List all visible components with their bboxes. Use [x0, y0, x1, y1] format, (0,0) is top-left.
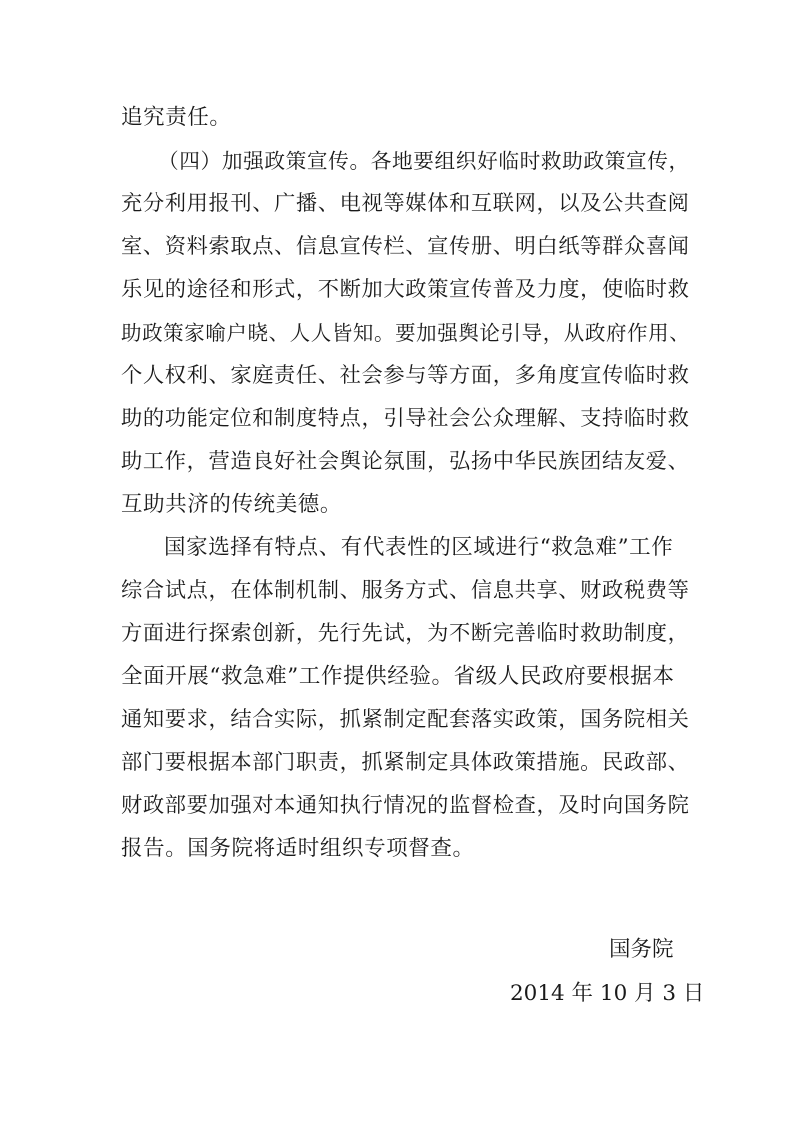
paragraph-line: 室、资料索取点、信息宣传栏、宣传册、明白纸等群众喜闻 — [121, 234, 690, 259]
signature-date: 2014 年 10 月 3 日 — [510, 981, 705, 1006]
paragraph-line: 乐见的途径和形式，不断加大政策宣传普及力度，使临时救 — [121, 277, 690, 302]
paragraph-line: 助工作，营造良好社会舆论氛围，弘扬中华民族团结友爱、 — [121, 449, 690, 474]
paragraph-line: 助的功能定位和制度特点，引导社会公众理解、支持临时救 — [121, 406, 690, 431]
paragraph-line: 助政策家喻户晓、人人皆知。要加强舆论引导，从政府作用、 — [121, 321, 691, 345]
paragraph-line: 互助共济的传统美德。 — [121, 492, 343, 517]
paragraph-line: 全面开展“救急难”工作提供经验。省级人民政府要根据本 — [121, 664, 675, 689]
paragraph-line: 部门要根据本部门职责，抓紧制定具体政策措施。民政部、 — [121, 750, 690, 775]
signature-issuer: 国务院 — [609, 937, 674, 962]
paragraph-line: 方面进行探索创新，先行先试，为不断完善临时救助制度， — [121, 621, 690, 646]
paragraph-line: 追究责任。 — [121, 105, 232, 130]
paragraph-line: 财政部要加强对本通知执行情况的监督检查，及时向国务院 — [121, 793, 690, 818]
paragraph-line: 充分利用报刊、广播、电视等媒体和互联网，以及公共查阅 — [121, 191, 690, 216]
paragraph-line: 综合试点，在体制机制、服务方式、信息共享、财政税费等 — [121, 578, 690, 603]
paragraph-line: 国家选择有特点、有代表性的区域进行“救急难”工作 — [164, 535, 674, 560]
paragraph-line: （四）加强政策宣传。各地要组织好临时救助政策宣传， — [158, 149, 690, 173]
paragraph-line: 报告。国务院将适时组织专项督查。 — [121, 836, 475, 861]
paragraph-line: 个人权利、家庭责任、社会参与等方面，多角度宣传临时救 — [121, 363, 690, 388]
paragraph-line: 通知要求，结合实际，抓紧制定配套落实政策，国务院相关 — [121, 707, 690, 732]
